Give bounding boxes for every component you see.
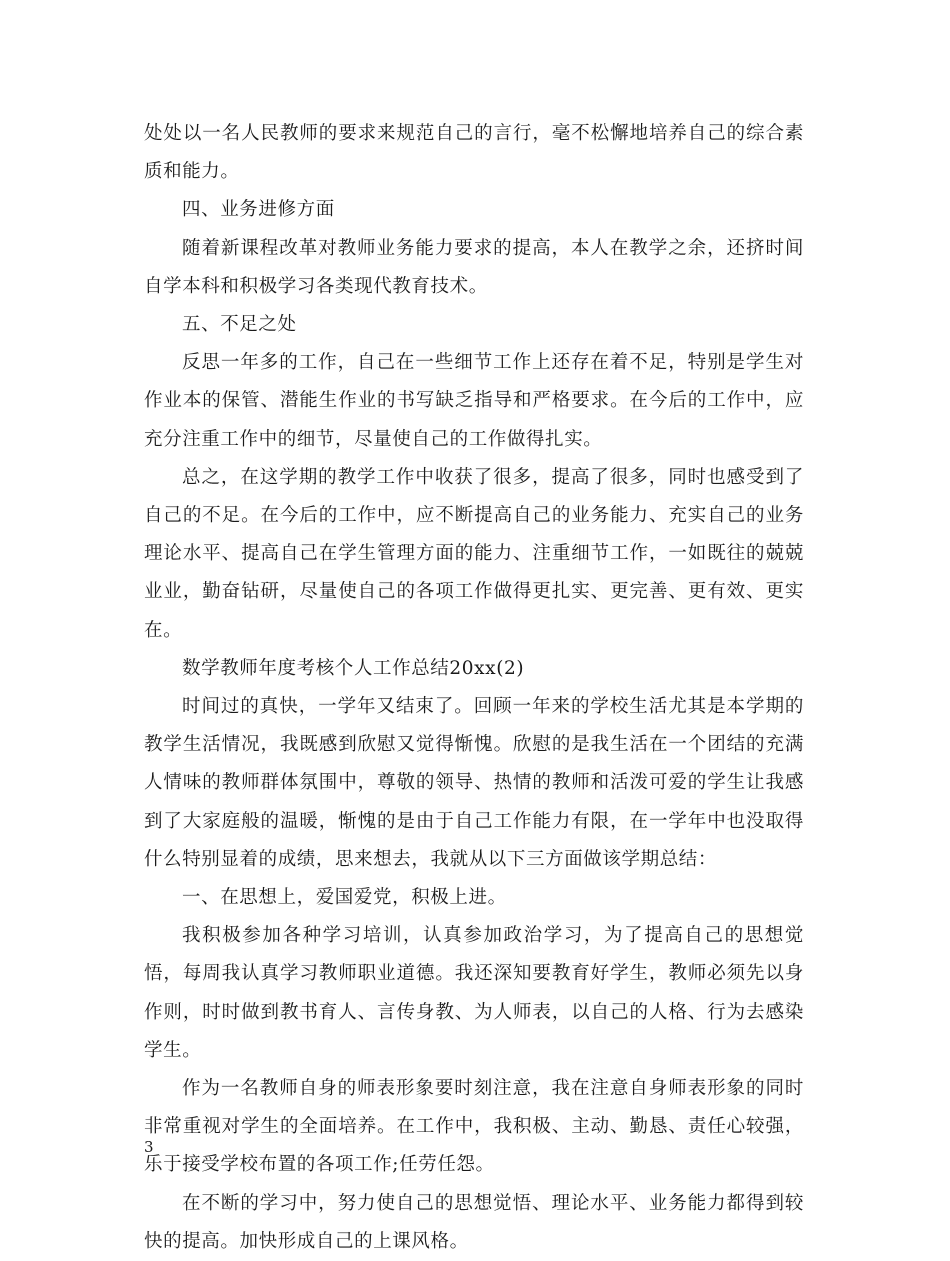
section-heading-1: 一、在思想上，爱国爱党，积极上进。 [182, 887, 507, 909]
section-heading-5: 五、不足之处 [182, 314, 297, 336]
paragraph: 作为一名教师自身的师表形象要时刻注意，我在注意自身师表形象的同时非常重视对学生的全面培养。在工作中，我积极、主动、勤恳、责任心较强，乐于接受学校布置的各项工作;任劳任怨。 [144, 1078, 804, 1176]
paragraph: 在不断的学习中，努力使自己的思想觉悟、理论水平、业务能力都得到较快的提高。加快形成自己的上课风格。 [144, 1192, 804, 1252]
article-title: 数学教师年度考核个人工作总结20xx(2) [182, 657, 525, 679]
body-text [144, 115, 804, 1261]
paragraph: 时间过的真快，一学年又结束了。回顾一年来的学校生活尤其是本学期的教学生活情况，我既感到欣慰又觉得惭愧。欣慰的是我生活在一个团结的充满人情味的教师群体氛围中，尊敬的领导、热情的教师和活泼可爱的学生让我感到了大家庭般的温暖，惭愧的是由于自己工作能力有限，在一学年中也没取得什么特别显着的成绩，思来想去，我就从以下三方面做该学期总结： [144, 696, 804, 870]
paragraph: 我积极参加各种学习培训，认真参加政治学习，为了提高自己的思想觉悟，每周我认真学习教师职业道德。我还深知要教育好学生，教师必须先以身作则，时时做到教书育人、言传身教、为人师表，以自己的人格、行为去感染学生。 [144, 925, 804, 1061]
paragraph: 随着新课程改革对教师业务能力要求的提高，本人在教学之余，还挤时间自学本科和积极学习各类现代教育技术。 [144, 237, 804, 297]
paragraph: 反思一年多的工作，自己在一些细节工作上还存在着不足，特别是学生对作业本的保管、潜能生作业的书写缺乏指导和严格要求。在今后的工作中，应充分注重工作中的细节，尽量使自己的工作做得扎实。 [144, 352, 804, 450]
paragraph: 总之，在这学期的教学工作中收获了很多，提高了很多，同时也感受到了自己的不足。在今后的工作中，应不断提高自己的业务能力、充实自己的业务理论水平、提高自己在学生管理方面的能力、注重细节工作，一如既往的兢兢业业，勤奋钻研，尽量使自己的各项工作做得更扎实、更完善、更有效、更实在。 [144, 466, 804, 641]
paragraph: 处处以一名人民教师的要求来规范自己的言行，毫不松懈地培养自己的综合素质和能力。 [144, 123, 804, 183]
section-heading-4: 四、业务进修方面 [182, 199, 335, 221]
page-number: 3 [144, 1138, 154, 1156]
